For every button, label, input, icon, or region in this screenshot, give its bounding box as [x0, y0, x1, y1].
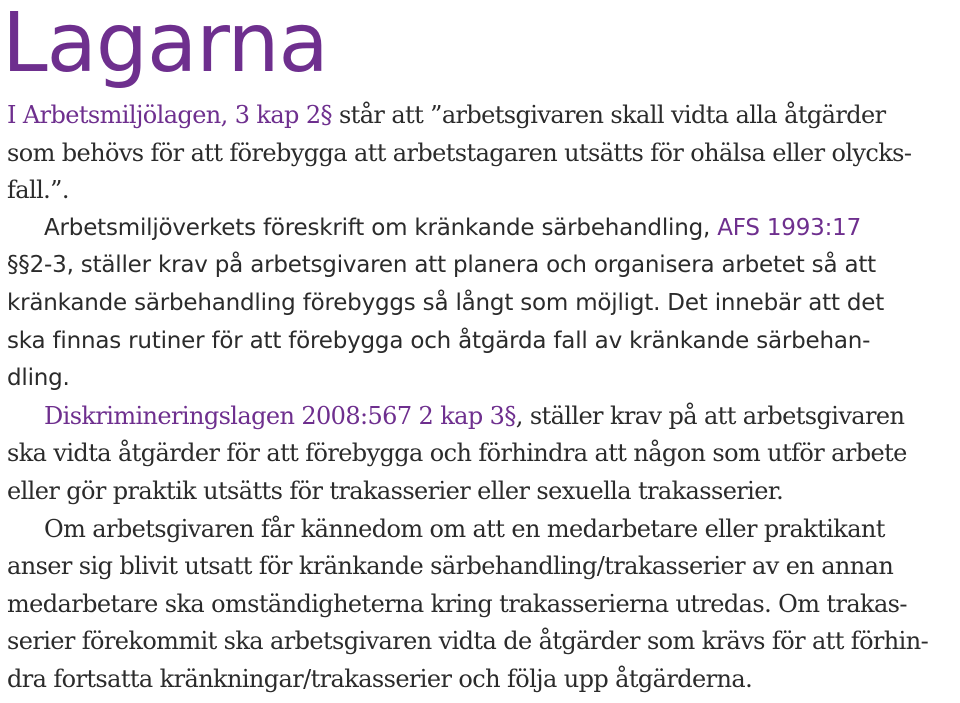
text-span: , ställer krav på att arbetsgivaren: [515, 401, 905, 430]
document-body: [7, 97, 942, 699]
paragraph-diskrimineringslagen: [7, 398, 942, 511]
text-line: medarbetare ska omständigheterna kring trakasserierna utredas. Om trakas-: [7, 589, 907, 618]
text-line: som behövs för att förebygga att arbetstagaren utsätts för ohälsa eller olycks-: [7, 138, 912, 167]
text-line: dra fortsatta kränkningar/trakasserier och följa upp åtgärderna.: [7, 664, 753, 693]
paragraph-afs: [7, 210, 942, 398]
text-line: ska finnas rutiner för att förebygga och åtgärda fall av kränkande särbehan-: [7, 327, 871, 354]
page-title: Lagarna: [2, 0, 328, 91]
text-line: [7, 97, 942, 135]
text-span: står att ”arbetsgivaren skall vidta alla åtgärder: [331, 101, 886, 129]
text-line: [7, 247, 942, 285]
paragraph-arbetsmiljolagen: [7, 97, 942, 210]
text-span: , ställer krav på arbetsgivaren att planera och organisera arbetet så att: [66, 252, 876, 279]
law-reference: Diskrimineringslagen 2008:567 2 kap 3§: [44, 401, 516, 430]
law-reference: AFS 1993:17: [717, 214, 862, 241]
text-line: dling.: [7, 365, 70, 392]
text-line: anser sig blivit utsatt för kränkande särbehandling/trakasserier av en annan: [7, 552, 894, 581]
text-line: [7, 210, 942, 248]
text-line: Om arbetsgivaren får kännedom om att en medarbetare eller praktikant: [44, 514, 885, 543]
text-span: Arbetsmiljöverkets föreskrift om kränkande särbehandling,: [44, 214, 718, 241]
text-span: §§2-3: [7, 252, 67, 279]
law-reference: I Arbetsmiljölagen, 3 kap 2§: [7, 101, 332, 129]
paragraph-utredning: [7, 511, 942, 699]
text-line: eller gör praktik utsätts för trakasserier eller sexuella trakasserier.: [7, 476, 784, 505]
text-line: [7, 398, 942, 436]
text-line: kränkande särbehandling förebyggs så långt som möjligt. Det innebär att det: [7, 289, 885, 316]
text-line: fall.”.: [7, 176, 69, 205]
text-line: serier förekommit ska arbetsgivaren vidta de åtgärder som krävs för att förhin-: [7, 627, 929, 656]
text-line: ska vidta åtgärder för att förebygga och förhindra att någon som utför arbete: [7, 439, 907, 468]
